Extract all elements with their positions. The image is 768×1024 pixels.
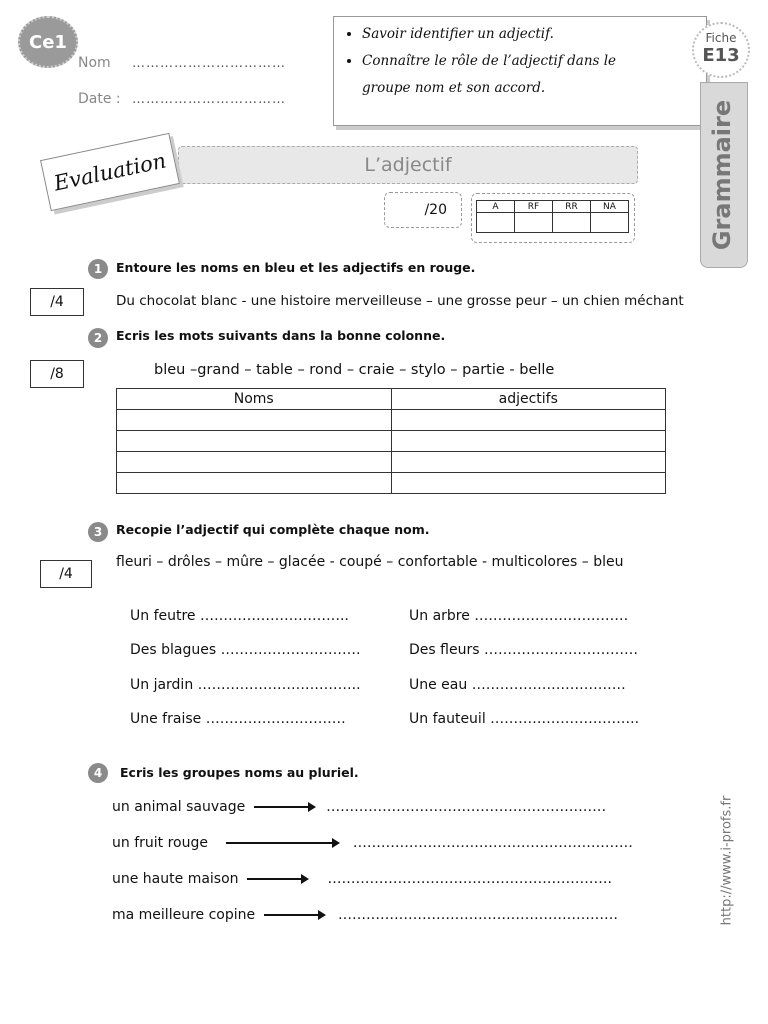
- objective-1: • Savoir identifier un adjectif.: [362, 21, 706, 48]
- fill-line[interactable]: Une eau ……………………………: [409, 677, 626, 693]
- grade-cell[interactable]: [477, 213, 515, 233]
- grade-na: NA: [591, 201, 629, 213]
- col-adjectifs: adjectifs: [391, 389, 666, 410]
- exercise-4-number: 4: [88, 763, 108, 783]
- plural-item: [112, 907, 618, 923]
- fill-line[interactable]: Un fauteuil …………………………..: [409, 711, 640, 727]
- fill-line[interactable]: Une fraise …………………………: [130, 711, 346, 727]
- plural-item: [112, 871, 612, 887]
- plural-item: [112, 799, 606, 815]
- date-field[interactable]: ……………………………: [132, 92, 286, 107]
- site-url: http://www.i-profs.fr: [719, 795, 735, 925]
- table-cell[interactable]: [117, 431, 392, 452]
- plural-source: une haute maison: [112, 871, 239, 887]
- grade-rf: RF: [515, 201, 553, 213]
- table-cell[interactable]: [391, 473, 666, 494]
- fill-line[interactable]: Un feutre …………………………..: [130, 608, 349, 624]
- exercise-3-words: fleuri – drôles – mûre – glacée - coupé – confortable - multicolores – bleu: [116, 554, 624, 570]
- grade-a: A: [477, 201, 515, 213]
- table-cell[interactable]: [391, 410, 666, 431]
- fill-line[interactable]: Des blagues …………………………: [130, 642, 361, 658]
- exercise-1-number: 1: [88, 259, 108, 279]
- fiche-code: E13: [702, 45, 740, 66]
- plural-source: ma meilleure copine: [112, 907, 256, 923]
- exercise-1-score: /4: [30, 288, 84, 316]
- arrow-right-icon: [254, 806, 314, 808]
- objective-2: • Connaître le rôle de l’adjectif dans le: [362, 48, 706, 75]
- exercise-3-instruction: Recopie l’adjectif qui complète chaque nom.: [116, 522, 430, 537]
- fill-line[interactable]: Des fleurs ……………………………: [409, 642, 638, 658]
- exercise-1-text: Du chocolat blanc - une histoire merveilleuse – une grosse peur – un chien méchant: [116, 293, 684, 309]
- evaluation-badge: Evaluation: [40, 133, 180, 211]
- level-badge: Ce1: [18, 16, 78, 68]
- classification-table: [116, 388, 666, 494]
- grade-cell[interactable]: [591, 213, 629, 233]
- fiche-badge: [692, 22, 750, 78]
- table-cell[interactable]: [391, 452, 666, 473]
- table-cell[interactable]: [117, 452, 392, 473]
- exercise-2-score: /8: [30, 360, 84, 388]
- table-cell[interactable]: [117, 410, 392, 431]
- plural-answer[interactable]: ……………………………………………………: [326, 799, 607, 815]
- grade-cell[interactable]: [515, 213, 553, 233]
- arrow-right-icon: [226, 842, 338, 844]
- subject-label-wrap: [698, 100, 746, 250]
- subject-label: Grammaire: [708, 99, 736, 251]
- table-cell[interactable]: [391, 431, 666, 452]
- grade-cell[interactable]: [553, 213, 591, 233]
- exercise-4-instruction: Ecris les groupes noms au pluriel.: [120, 765, 359, 780]
- exercise-1-instruction: Entoure les noms en bleu et les adjectifs en rouge.: [116, 260, 476, 275]
- objectives-box: [333, 16, 707, 126]
- plural-answer[interactable]: ……………………………………………………: [338, 907, 619, 923]
- plural-item: [112, 835, 633, 851]
- objective-2-cont: groupe nom et son accord.: [362, 80, 546, 96]
- plural-answer[interactable]: …………………………………………………….: [327, 871, 612, 887]
- total-score: /20: [384, 192, 462, 228]
- exercise-3-score: /4: [40, 560, 92, 588]
- fiche-label: Fiche: [705, 31, 737, 45]
- fill-line[interactable]: Un jardin ……………………………..: [130, 677, 361, 693]
- grade-table: [476, 200, 629, 233]
- page-title: L’adjectif: [178, 146, 638, 184]
- grade-rr: RR: [553, 201, 591, 213]
- plural-source: un fruit rouge: [112, 835, 208, 851]
- plural-answer[interactable]: ……………………………………………………: [352, 835, 633, 851]
- exercise-2-instruction: Ecris les mots suivants dans la bonne colonne.: [116, 328, 446, 343]
- exercise-3-number: 3: [88, 522, 108, 542]
- name-label: Nom: [78, 55, 111, 71]
- exercise-2-number: 2: [88, 328, 108, 348]
- site-url-wrap: [707, 780, 747, 940]
- grade-box: [471, 193, 635, 243]
- col-noms: Noms: [117, 389, 392, 410]
- fill-line[interactable]: Un arbre ……………………………: [409, 608, 629, 624]
- date-label: Date :: [78, 91, 121, 107]
- plural-source: un animal sauvage: [112, 799, 246, 815]
- table-cell[interactable]: [117, 473, 392, 494]
- name-field[interactable]: ……………………………: [132, 56, 286, 71]
- arrow-right-icon: [264, 914, 324, 916]
- exercise-2-words: bleu –grand – table – rond – craie – stylo – partie - belle: [154, 362, 555, 378]
- arrow-right-icon: [247, 878, 307, 880]
